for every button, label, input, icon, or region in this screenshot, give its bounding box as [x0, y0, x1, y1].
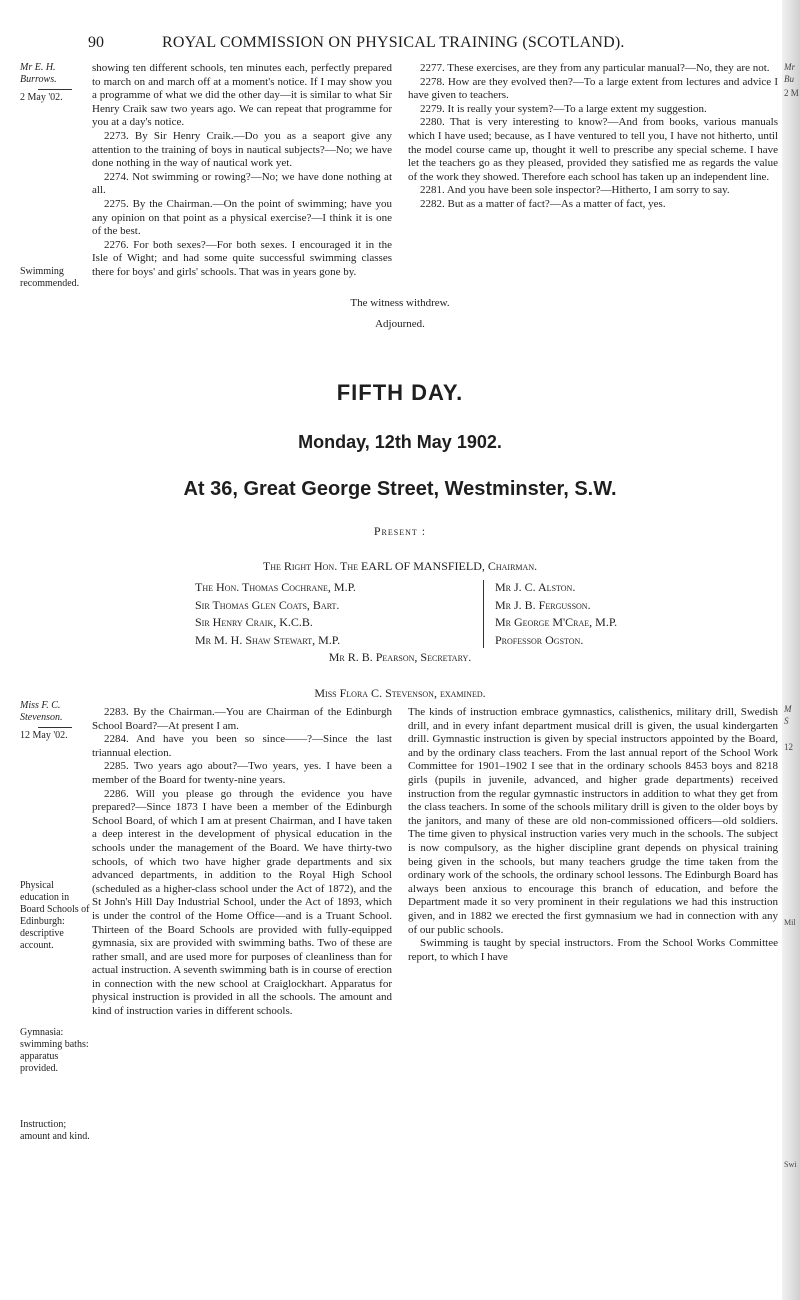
member: Mr M. H. Shaw Stewart, M.P. [195, 632, 341, 647]
present-heading: Present : [373, 524, 427, 538]
member: Sir Thomas Glen Coats, Bart. [195, 597, 340, 612]
exam-margin-witness [20, 700, 90, 748]
edge-fragment: Bu [784, 74, 794, 84]
paragraph: Swimming is taught by special instructors. From the School Works Committee report, to which I have [408, 937, 778, 963]
date-margin-note: 2 May '02. [20, 92, 63, 103]
exam-right-column [408, 706, 778, 964]
member: Professor Ogston. [495, 632, 584, 647]
edge-fragment: 2 M [784, 88, 799, 98]
paragraph: The kinds of instruction embrace gymnastics, calisthenics, military drill, Swedish drill, and in every infant department musical drill is given, the usual kindergarten drill. Gymnastic instruction is given by special instructors appointed by the Board, and by the ordinary class teachers. From the last annual report of the School Work Committee for 1901–1902 I see that in the ordinary schools 8453 boys and 8218 girls (pupils in juvenile, advanced, and higher grade departments) received instruction from the regular gymnastic instructors in addition to what they get from the class teachers. In some of the schools military drill is given to the older boys by the janitors, and many of these are old non-commissioned officers—old soldiers. The time given to physical instruction varies very much in the schools. The subject is now compulsory, as the higher discipline grant depends on physical training being given in the schools, but many teachers grudge the time taken from the ordinary work of the schools, the ordinary school lessons. The Edinburgh Board has always been anxious to encourage this branch of education, and before the Department made it so very prominent in their regulations we had this instruction given, and in 1882 we erected the first gymnasium we had in connection with any of our public schools. [408, 706, 778, 936]
edge-fragment: Swi [784, 1160, 797, 1169]
edge-fragment: 12 [784, 742, 793, 752]
date-margin-note: 12 May '02. [20, 730, 68, 741]
physical-education-margin-note: Physical education in Board Schools of Edinburgh: descriptive account. [20, 880, 90, 951]
paragraph: 2278. How are they evolved then?—To a large extent from lectures and advice I have given to teachers. [408, 75, 778, 102]
present-secretary: Mr R. B. Pearson, Secretary. [328, 650, 472, 664]
day-date: Monday, 12th May 1902. [298, 432, 502, 452]
swimming-margin-note: Swimming recommended. [20, 266, 80, 289]
top-right-column [408, 62, 778, 212]
member: Mr J. B. Fergusson. [495, 597, 591, 612]
paragraph: 2284. And have you been so since——?—Since the last triannual election. [92, 733, 392, 759]
edge-fragment: S [784, 716, 789, 726]
paragraph: 2276. For both sexes?—For both sexes. I encouraged it in the Isle of Wight; and had some quite successful swimming classes there for boys' and girls' schools. That was in years gone by. [92, 238, 392, 278]
paragraph: 2277. These exercises, are they from any particular manual?—No, they are not. [420, 62, 770, 74]
present-chairman: The Right Hon. The EARL OF MANSFIELD, Chairman. [262, 559, 538, 573]
present-divider [483, 580, 484, 648]
paragraph: 2286. Will you please go through the evidence you have prepared?—Since 1873 I have been a member of the Edinburgh School Board, of which I am at present Chairman, and I have taken a deep interest in the development of physical education in the schools under the management of the Board. We have thirty-two schools, of which two have higher grade departments and six advanced departments, in addition to the Royal High School (scheduled as a higher-class school under the Act of 1872), and the St John's Hill Day Industrial School, under the Act of 1893, which is under the control of the Home Office—and is a Truant School. Thirteen of the Board Schools are provided with fully-equipped gymnasia, six are provided with swimming baths. Two of these are rather small, and are used more for purposes of cleanliness than for actual instruction. A seventh swimming bath is in course of erection in connection with the new school at Craiglockhart. Apparatus for physical instruction is provided in all the schools. The amount and kind of instruction varies in different schools. [92, 787, 392, 1018]
paragraph: 2282. But as a matter of fact?—As a matter of fact, yes. [420, 197, 666, 210]
day-place: At 36, Great George Street, Westminster, S.W. [183, 478, 617, 500]
paragraph: 2275. By the Chairman.—On the point of swimming; have you any opinion on that point as a physical exercise?—I think it is one of the best. [92, 197, 392, 238]
paragraph: 2285. Two years ago about?—Two years, yes. I have been a member of the Board for twenty-nine years. [92, 760, 392, 786]
witness-margin-note: Miss F. C. Stevenson. [20, 700, 63, 723]
paragraph: 2281. And you have been sole inspector?—Hitherto, I am sorry to say. [420, 184, 730, 197]
adjourned: Adjourned. [375, 318, 425, 330]
edge-fragments [784, 0, 800, 1300]
present-left-members [195, 579, 475, 649]
member: Mr George M'Crae, M.P. [495, 615, 618, 629]
running-title: ROYAL COMMISSION ON PHYSICAL TRAINING (SCOTLAND). [162, 34, 625, 51]
member: Sir Henry Craik, K.C.B. [195, 615, 313, 629]
margin-rule [38, 89, 72, 90]
edge-fragment: Mr [784, 62, 795, 72]
present-right-members [495, 579, 775, 649]
witness-withdrew: The witness withdrew. [350, 297, 450, 309]
gymnasia-margin-note: Gymnasia: swimming baths: apparatus provided. [20, 1027, 89, 1074]
edge-fragment: Mil [784, 918, 796, 927]
page-number: 90 [88, 34, 104, 51]
witness-margin-note: Mr E. H. Burrows. [20, 62, 57, 85]
paragraph: 2280. That is very interesting to know?—And from books, various manuals which I have used; because, as I have ventured to tell you, I have not hitherto, until the model course came up, thought it well to prescribe any special scheme. I have let the teachers go as they pleased, provided they satisfied me as regards the value of the work they showed. Therefore each school has taken up an independent line. [408, 116, 778, 183]
paragraph: 2274. Not swimming or rowing?—No; we have done nothing at all. [92, 170, 392, 197]
margin-rule [38, 727, 72, 728]
instruction-margin-note: Instruction; amount and kind. [20, 1119, 90, 1142]
top-left-column [92, 62, 392, 280]
exam-left-column [92, 706, 392, 1019]
paragraph: showing ten different schools, ten minutes each, perfectly prepared to march on and march off at a moment's notice. If I may show you a programme of what we did the other day—it is similar to what Sir Henry Craik saw two years ago. We can repeat that programme for you at a day's notice. [92, 62, 392, 129]
top-margin-notes [20, 62, 90, 296]
edge-fragment: M [784, 704, 792, 714]
paragraph: 2273. By Sir Henry Craik.—Do you as a seaport give any attention to the training of boys in nautical subjects?—No; we have done nothing in the way of nautical work yet. [92, 129, 392, 170]
day-title: FIFTH DAY. [336, 380, 464, 405]
member: The Hon. Thomas Cochrane, M.P. [195, 580, 356, 594]
member: Mr J. C. Alston. [495, 580, 576, 594]
paragraph: 2283. By the Chairman.—You are Chairman of the Edinburgh School Board?—At present I am. [92, 706, 392, 732]
paragraph: 2279. It is really your system?—To a large extent my suggestion. [420, 102, 707, 115]
examination-heading: Miss Flora C. Stevenson, examined. [314, 686, 486, 700]
